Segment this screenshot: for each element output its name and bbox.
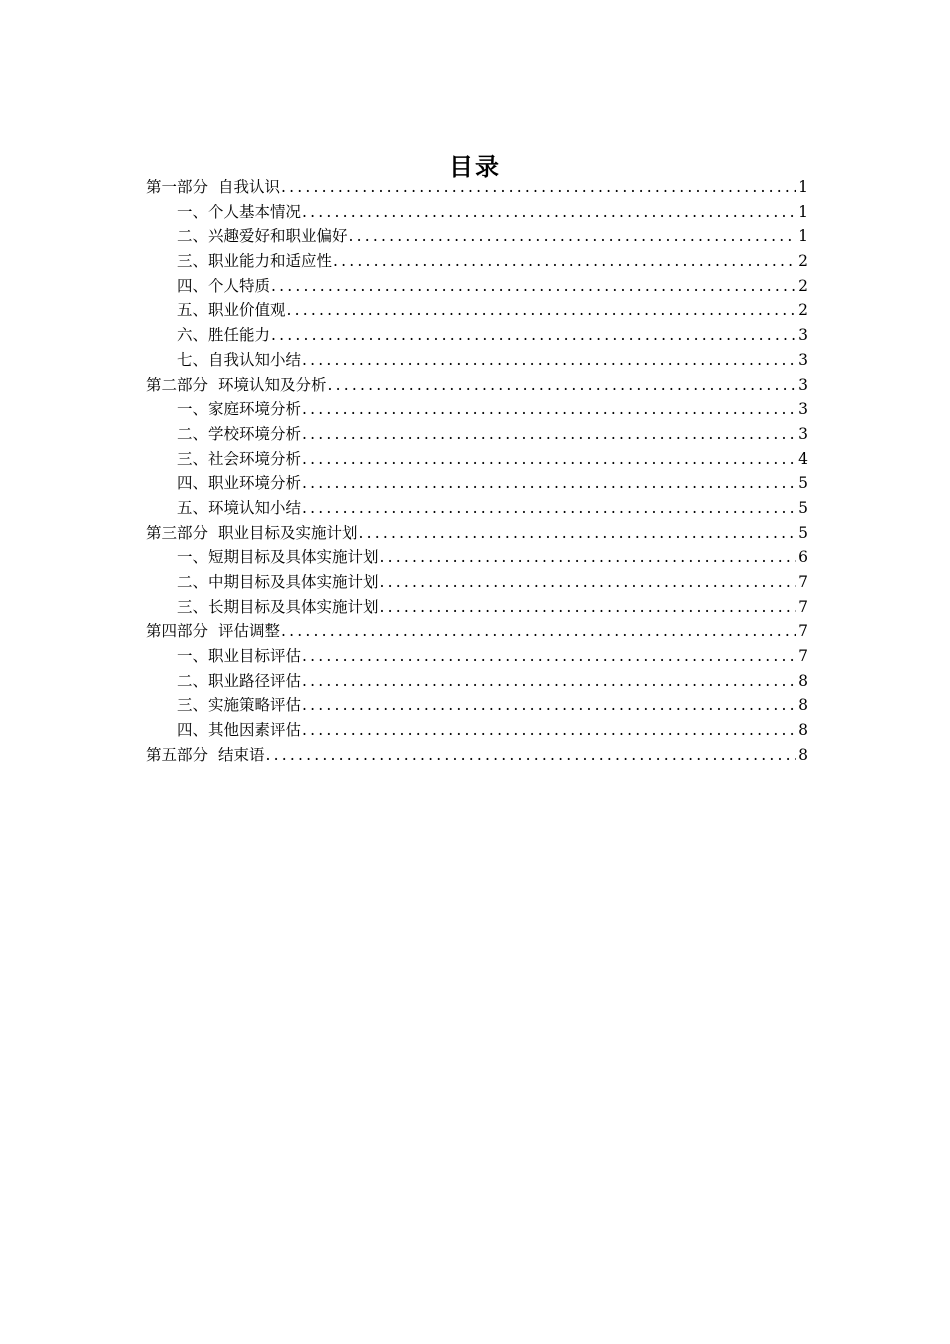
toc-part-number: 第四部分	[146, 622, 209, 641]
toc-page-number: 5	[798, 523, 808, 542]
toc-section-entry[interactable]	[146, 298, 808, 323]
toc-section-entry[interactable]	[146, 570, 808, 595]
toc-dot-leader	[281, 619, 796, 644]
toc-dot-leader	[302, 496, 796, 521]
toc-entry-label	[177, 249, 332, 274]
toc-entry-text: 三、社会环境分析	[177, 449, 302, 468]
toc-page-number: 1	[798, 227, 808, 246]
toc-part-entry[interactable]	[146, 521, 808, 546]
toc-entry-label	[177, 323, 270, 348]
toc-section-entry[interactable]	[146, 224, 808, 249]
toc-dot-leader	[287, 298, 797, 323]
toc-entry-label	[146, 521, 358, 546]
toc-dot-leader	[302, 397, 796, 422]
toc-dot-leader	[302, 669, 796, 694]
toc-part-number: 第一部分	[146, 178, 209, 196]
toc-dot-leader	[302, 200, 796, 225]
toc-entry-text: 一、职业目标评估	[177, 647, 302, 666]
toc-entry-text: 四、其他因素评估	[177, 721, 302, 740]
toc-page-number: 8	[798, 745, 808, 764]
toc-dot-leader	[302, 693, 796, 718]
toc-entry-label	[177, 274, 270, 299]
toc-section-entry[interactable]	[146, 274, 808, 299]
toc-entry-label	[177, 224, 348, 249]
toc-section-entry[interactable]	[146, 397, 808, 422]
toc-dot-leader	[333, 249, 796, 274]
toc-entry-label	[177, 422, 301, 447]
toc-entry-label	[177, 718, 301, 743]
toc-entry-text: 职业目标及实施计划	[218, 523, 358, 542]
toc-entry-text: 二、学校环境分析	[177, 424, 302, 443]
toc-page-number: 5	[798, 498, 808, 517]
toc-section-entry[interactable]	[146, 595, 808, 620]
toc-page-number: 2	[798, 252, 808, 271]
toc-entry-text: 五、职业价值观	[177, 301, 286, 320]
toc-entry-text: 六、胜任能力	[177, 326, 271, 345]
toc-dot-leader	[359, 521, 797, 546]
toc-part-entry[interactable]	[146, 619, 808, 644]
toc-entry-label	[177, 693, 301, 718]
toc-entry-label	[177, 471, 301, 496]
toc-entry-text: 二、兴趣爱好和职业偏好	[177, 227, 348, 246]
toc-title: 目录	[449, 153, 501, 182]
toc-entry-label	[177, 348, 301, 373]
toc-page-number: 8	[798, 671, 808, 690]
toc-section-entry[interactable]	[146, 718, 808, 743]
toc-page-number: 4	[798, 449, 808, 468]
toc-entry-text: 评估调整	[218, 622, 281, 641]
toc-entry-text: 二、中期目标及具体实施计划	[177, 573, 379, 591]
toc-entry-label	[177, 397, 301, 422]
toc-entry-text: 一、短期目标及具体实施计划	[177, 548, 379, 567]
toc-page-number: 2	[798, 276, 808, 295]
toc-entry-text: 七、自我认知小结	[177, 350, 302, 369]
toc-page-number: 1	[798, 178, 808, 196]
toc-dot-leader	[266, 743, 797, 768]
toc-section-entry[interactable]	[146, 545, 808, 570]
toc-part-number: 第二部分	[146, 375, 209, 394]
toc-section-entry[interactable]	[146, 471, 808, 496]
toc-entry-label	[177, 200, 301, 225]
toc-page-number: 7	[798, 622, 808, 641]
toc-section-entry[interactable]	[146, 669, 808, 694]
toc-entry-label	[177, 298, 286, 323]
toc-dot-leader	[302, 718, 796, 743]
toc-entry-label	[177, 570, 379, 595]
toc-dot-leader	[281, 175, 796, 200]
toc-part-entry[interactable]	[146, 743, 808, 768]
toc-page-number: 1	[798, 202, 808, 221]
toc-section-entry[interactable]	[146, 422, 808, 447]
toc-entry-label	[146, 175, 280, 200]
toc-page-number: 3	[798, 400, 808, 419]
toc-dot-leader	[302, 348, 796, 373]
toc-entry-text: 结束语	[218, 745, 265, 764]
toc-page-number: 8	[798, 696, 808, 715]
toc-section-entry[interactable]	[146, 249, 808, 274]
toc-entry-label	[146, 619, 280, 644]
toc-part-entry[interactable]	[146, 175, 808, 200]
toc-page-number: 7	[798, 573, 808, 591]
toc-entry-text: 四、个人特质	[177, 276, 271, 295]
toc-entry-text: 二、职业路径评估	[177, 671, 302, 690]
toc-entry-label	[177, 644, 301, 669]
toc-dot-leader	[302, 471, 796, 496]
toc-entry-text: 三、长期目标及具体实施计划	[177, 597, 379, 616]
toc-entry-text: 自我认识	[218, 178, 281, 196]
toc-page-number: 7	[798, 597, 808, 616]
toc-page-number: 3	[798, 350, 808, 369]
toc-page-number: 6	[798, 548, 808, 567]
toc-page-number: 5	[798, 474, 808, 493]
toc-dot-leader	[349, 224, 797, 249]
toc-part-number: 第五部分	[146, 745, 209, 764]
toc-dot-leader	[328, 373, 797, 398]
toc-page-number: 3	[798, 326, 808, 345]
toc-dot-leader	[380, 595, 797, 620]
toc-part-number: 第三部分	[146, 523, 209, 542]
toc-section-entry[interactable]	[146, 496, 808, 521]
toc-entry-text: 四、职业环境分析	[177, 474, 302, 493]
toc-entry-text: 五、环境认知小结	[177, 498, 302, 517]
toc-page-number: 2	[798, 301, 808, 320]
toc-dot-leader	[380, 545, 797, 570]
toc-section-entry[interactable]	[146, 447, 808, 472]
toc-section-entry[interactable]	[146, 644, 808, 669]
toc-entry-text: 三、实施策略评估	[177, 696, 302, 715]
toc-part-entry[interactable]	[146, 373, 808, 398]
toc-entry-label	[177, 496, 301, 521]
table-of-contents	[146, 175, 808, 768]
toc-page-number: 8	[798, 721, 808, 740]
toc-page-number: 3	[798, 375, 808, 394]
toc-section-entry[interactable]	[146, 200, 808, 225]
toc-dot-leader	[302, 422, 796, 447]
toc-dot-leader	[302, 447, 796, 472]
toc-page-number: 3	[798, 424, 808, 443]
toc-entry-text: 三、职业能力和适应性	[177, 252, 333, 271]
toc-entry-text: 环境认知及分析	[218, 375, 327, 394]
toc-entry-label	[177, 447, 301, 472]
toc-dot-leader	[271, 274, 796, 299]
toc-entry-label	[177, 545, 379, 570]
toc-page-number: 7	[798, 647, 808, 666]
toc-entry-text: 一、家庭环境分析	[177, 400, 302, 419]
toc-entry-label	[177, 669, 301, 694]
toc-section-entry[interactable]	[146, 693, 808, 718]
toc-entry-label	[177, 595, 379, 620]
toc-section-entry[interactable]	[146, 348, 808, 373]
toc-dot-leader	[302, 644, 796, 669]
toc-dot-leader	[380, 570, 797, 595]
toc-entry-label	[146, 743, 265, 768]
toc-entry-label	[146, 373, 327, 398]
toc-entry-text: 一、个人基本情况	[177, 202, 302, 221]
toc-section-entry[interactable]	[146, 323, 808, 348]
toc-dot-leader	[271, 323, 796, 348]
